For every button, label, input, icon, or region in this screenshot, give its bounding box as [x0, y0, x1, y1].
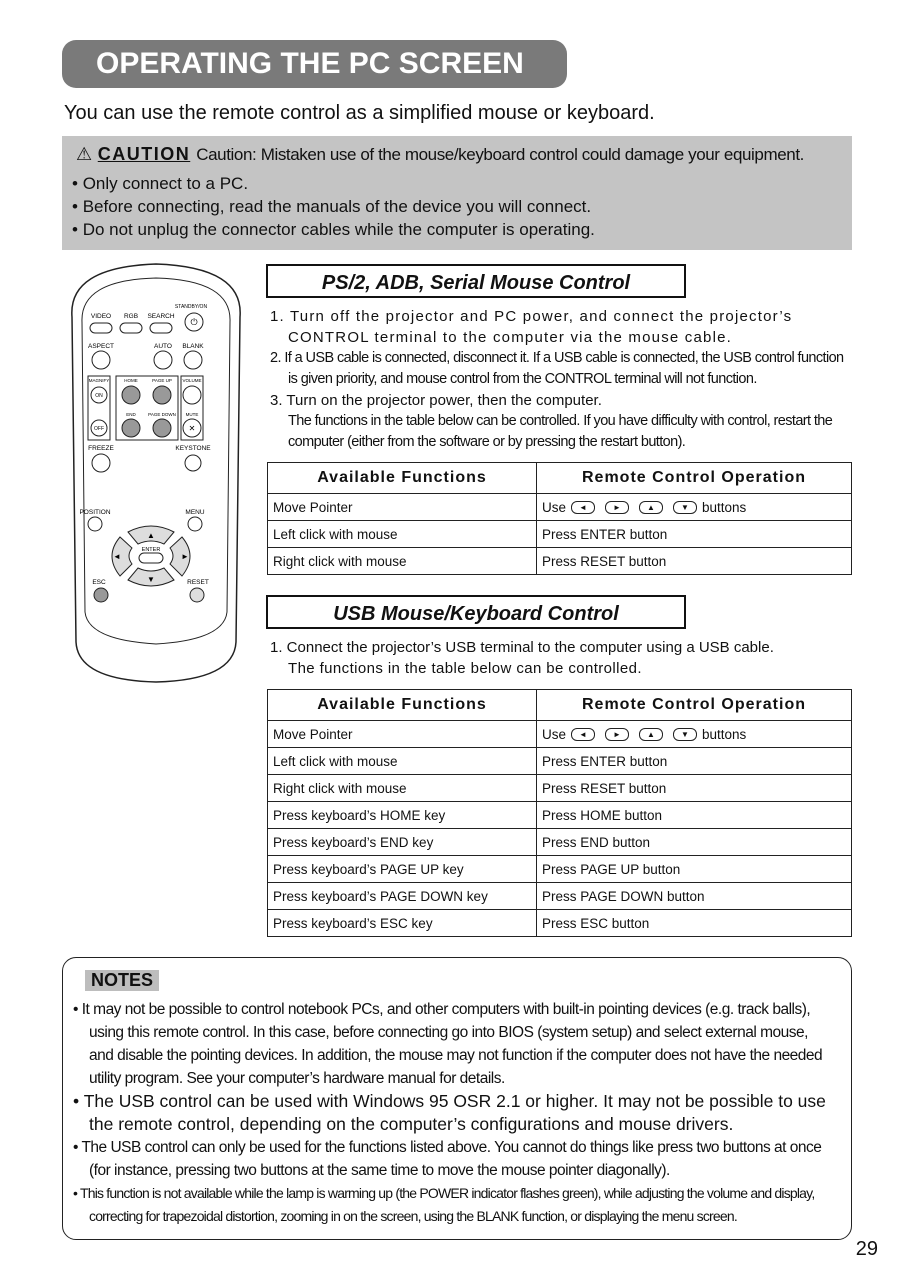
right-arrow-button-icon: ►: [605, 501, 629, 514]
notes-box: [62, 957, 852, 1240]
svg-text:PAGE UP: PAGE UP: [152, 378, 172, 383]
svg-text:ASPECT: ASPECT: [87, 343, 115, 350]
svg-text:ESC: ESC: [92, 579, 106, 586]
up-arrow-button-icon: ▲: [639, 501, 663, 514]
caution-item: • Only connect to a PC.: [72, 172, 595, 195]
svg-text:VOLUME: VOLUME: [182, 378, 202, 383]
note-item: • The USB control can be used with Windows 95 OSR 2.1 or higher. It may not be possible to use the remote control, depending on the computer’s configurations and mouse drivers.: [73, 1090, 833, 1136]
left-arrow-button-icon: ◄: [571, 501, 595, 514]
svg-text:PAGE DOWN: PAGE DOWN: [148, 412, 176, 417]
table-row: Press keyboard’s PAGE UP key Press PAGE UP button: [268, 856, 852, 883]
intro-text: You can use the remote control as a simplified mouse or keyboard.: [64, 102, 655, 124]
table-row: Press keyboard’s HOME key Press HOME button: [268, 802, 852, 829]
caution-item: • Before connecting, read the manuals of the device you will connect.: [72, 195, 595, 218]
table-row: Press keyboard’s ESC key Press ESC button: [268, 910, 852, 937]
svg-text:▼: ▼: [147, 575, 155, 584]
svg-text:KEYSTONE: KEYSTONE: [175, 445, 211, 452]
svg-text:◄: ◄: [113, 552, 121, 561]
column-header: Remote Control Operation: [537, 690, 852, 721]
down-arrow-button-icon: ▼: [673, 728, 697, 741]
warning-triangle-icon: ⚠: [76, 144, 92, 164]
down-arrow-button-icon: ▼: [673, 501, 697, 514]
caution-item: • Do not unplug the connector cables while the computer is operating.: [72, 218, 595, 241]
table-row: Press keyboard’s PAGE DOWN key Press PAGE DOWN button: [268, 883, 852, 910]
svg-text:FREEZE: FREEZE: [88, 445, 114, 452]
table-row: Right click with mouse Press RESET button: [268, 775, 852, 802]
step-note: The functions in the table below can be controlled.: [288, 660, 642, 677]
svg-text:VIDEO: VIDEO: [90, 313, 112, 320]
caution-text: Caution: Mistaken use of the mouse/keyboard control could damage your equipment.: [196, 145, 805, 164]
page-number: 29: [855, 1238, 878, 1260]
usb-steps: [270, 637, 855, 679]
column-header: Available Functions: [268, 690, 537, 721]
column-header: Remote Control Operation: [537, 463, 852, 494]
column-header: Available Functions: [268, 463, 537, 494]
section-heading-usb: USB Mouse/Keyboard Control: [266, 595, 686, 629]
section-heading-ps2: PS/2, ADB, Serial Mouse Control: [266, 264, 686, 298]
step: 3. Turn on the projector power, then the computer.: [270, 392, 602, 409]
left-arrow-button-icon: ◄: [571, 728, 595, 741]
svg-text:ON: ON: [95, 393, 103, 399]
power-icon: ⏻: [190, 317, 198, 327]
usb-functions-table: [267, 689, 852, 937]
mute-icon: ✕: [188, 424, 196, 433]
table-row: Left click with mouse Press ENTER button: [268, 748, 852, 775]
svg-text:▲: ▲: [147, 531, 155, 540]
svg-text:►: ►: [181, 552, 189, 561]
up-arrow-button-icon: ▲: [639, 728, 663, 741]
table-row: Move Pointer Use ◄ ► ▲ ▼ buttons: [268, 494, 852, 521]
svg-text:MAGNIFY: MAGNIFY: [88, 378, 110, 383]
caution-box: [62, 136, 852, 250]
svg-text:END: END: [126, 412, 136, 417]
svg-text:MENU: MENU: [185, 509, 205, 516]
svg-text:BLANK: BLANK: [182, 343, 204, 350]
svg-text:MUTE: MUTE: [185, 412, 199, 417]
note-item: • The USB control can only be used for the functions listed above. You cannot do things like press two buttons at once (for instance, pressing two buttons at the same time to move the mouse pointer diagonally).: [73, 1136, 833, 1182]
ps2-steps: [270, 306, 855, 453]
step: 1. Connect the projector’s USB terminal to the computer using a USB cable.: [270, 639, 774, 656]
page-title: OPERATING THE PC SCREEN: [62, 40, 567, 88]
step: 2. If a USB cable is connected, disconnect it. If a USB cable is connected, the USB control function is given priority, and mouse control from the CONTROL terminal will not function.: [270, 350, 844, 387]
table-row: Press keyboard’s END key Press END button: [268, 829, 852, 856]
svg-text:HOME: HOME: [124, 378, 138, 383]
svg-text:AUTO: AUTO: [154, 343, 172, 350]
step-note: The functions in the table below can be controlled. If you have difficulty with control, restart the computer (either from the software or by pressing the restart button).: [288, 413, 833, 450]
svg-text:OFF: OFF: [94, 426, 104, 432]
svg-text:RESET: RESET: [187, 579, 209, 586]
svg-text:ENTER: ENTER: [141, 547, 161, 553]
table-row: Right click with mouse Press RESET button: [268, 548, 852, 575]
svg-text:POSITION: POSITION: [79, 509, 111, 516]
svg-text:SEARCH: SEARCH: [147, 313, 175, 320]
step: 1. Turn off the projector and PC power, and connect the projector’s CONTROL terminal to the computer via the mouse cable.: [270, 308, 793, 346]
right-arrow-button-icon: ►: [605, 728, 629, 741]
notes-label: NOTES: [85, 970, 159, 991]
remote-control-illustration: [64, 262, 248, 686]
ps2-functions-table: [267, 462, 852, 575]
svg-text:RGB: RGB: [123, 313, 139, 320]
svg-text:STANDBY/ON: STANDBY/ON: [174, 304, 208, 310]
table-row: Left click with mouse Press ENTER button: [268, 521, 852, 548]
note-item: • This function is not available while the lamp is warming up (the POWER indicator flashes green), while adjusting the volume and display, correcting for trapezoidal distortion, zooming in on the screen, using the BLANK function, or displaying the menu screen.: [73, 1182, 833, 1228]
note-item: • It may not be possible to control notebook PCs, and other computers with built-in pointing devices (e.g. track balls), using this remote control. In this case, before connecting go into BIOS (system setup) and select external mouse, and disable the pointing devices. In addition, the mouse may not function if the computer does not have the needed utility program. See your computer’s hardware manual for details.: [73, 998, 833, 1090]
caution-label: CAUTION: [97, 144, 191, 164]
table-row: Move Pointer Use ◄ ► ▲ ▼ buttons: [268, 721, 852, 748]
